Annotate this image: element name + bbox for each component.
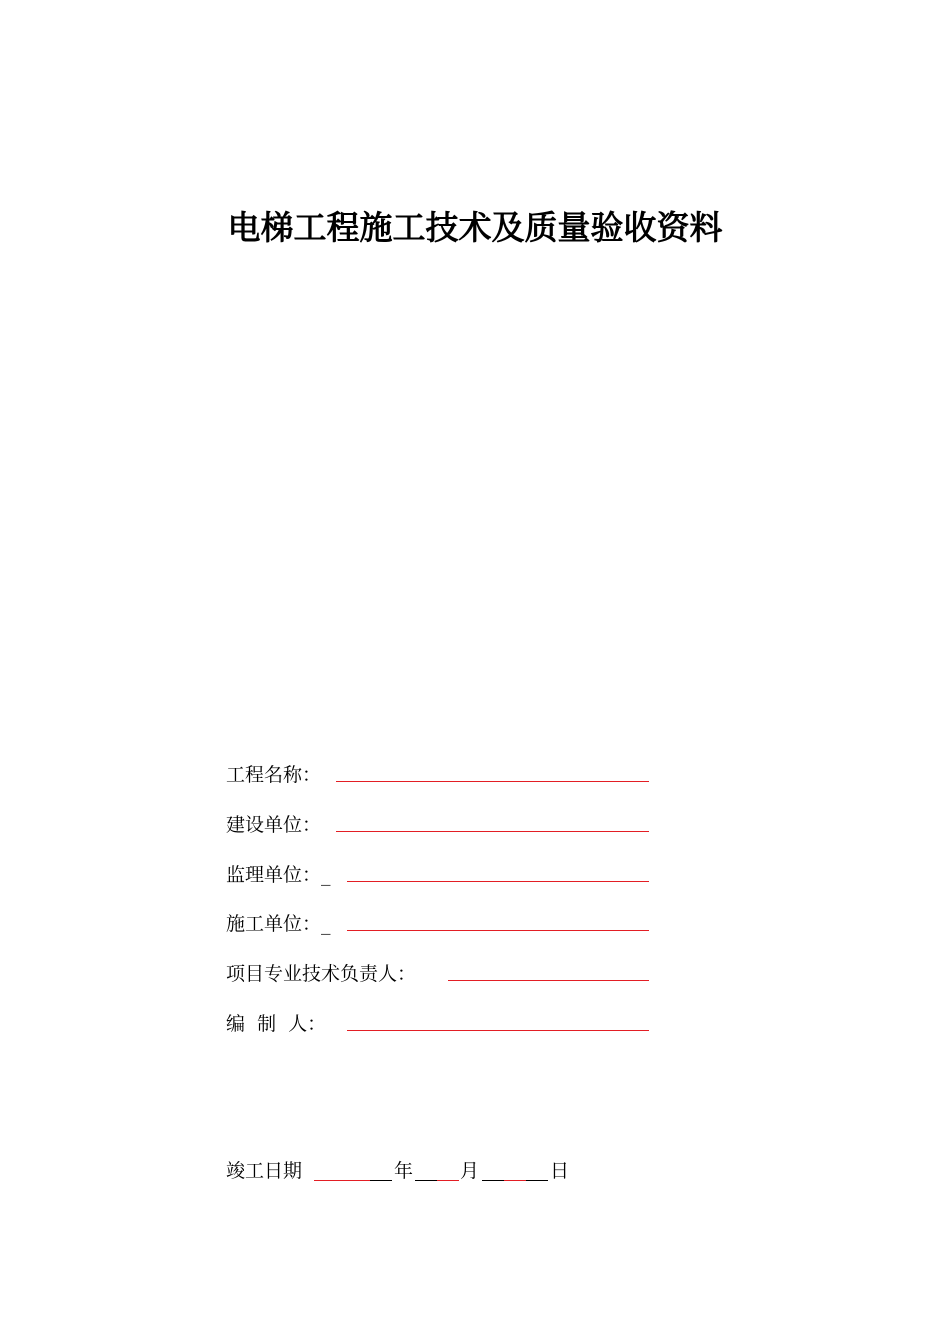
field-supervision-unit-line[interactable]	[347, 881, 649, 882]
field-supervision-unit-label: 监理单位：_	[226, 864, 331, 886]
completion-date-month-line[interactable]	[437, 1180, 459, 1181]
document-title: 电梯工程施工技术及质量验收资料	[227, 208, 723, 247]
completion-date-row	[226, 1156, 626, 1186]
field-compiler-label: 编 制 人：	[226, 1013, 327, 1035]
field-builder-unit-label: 施工单位：_	[226, 913, 331, 935]
field-construction-unit-line[interactable]	[336, 831, 649, 832]
field-compiler-line[interactable]	[347, 1030, 649, 1031]
field-project-name-line[interactable]	[336, 781, 649, 782]
field-technical-lead	[226, 959, 656, 989]
completion-date-year-line[interactable]	[314, 1180, 370, 1181]
field-compiler	[226, 1009, 656, 1039]
completion-date-label: 竣工日期	[226, 1160, 303, 1182]
completion-date-year-unit: 年	[394, 1160, 414, 1182]
completion-date-day-line-tail	[526, 1180, 548, 1181]
completion-date-year-line-tail	[370, 1180, 392, 1181]
completion-date-day-unit: 日	[550, 1160, 570, 1182]
field-project-name-label: 工程名称：	[226, 764, 322, 786]
field-builder-unit	[226, 909, 656, 939]
field-construction-unit	[226, 810, 656, 840]
field-supervision-unit	[226, 860, 656, 890]
field-builder-unit-line[interactable]	[347, 930, 649, 931]
field-construction-unit-label: 建设单位：	[226, 814, 322, 836]
completion-date-day-line[interactable]	[504, 1180, 526, 1181]
completion-date-day-line-head	[482, 1180, 504, 1181]
field-project-name	[226, 760, 656, 790]
field-technical-lead-line[interactable]	[448, 980, 649, 981]
field-technical-lead-label: 项目专业技术负责人：	[226, 963, 417, 985]
completion-date-month-unit: 月	[460, 1160, 480, 1182]
completion-date-month-line-head	[415, 1180, 437, 1181]
